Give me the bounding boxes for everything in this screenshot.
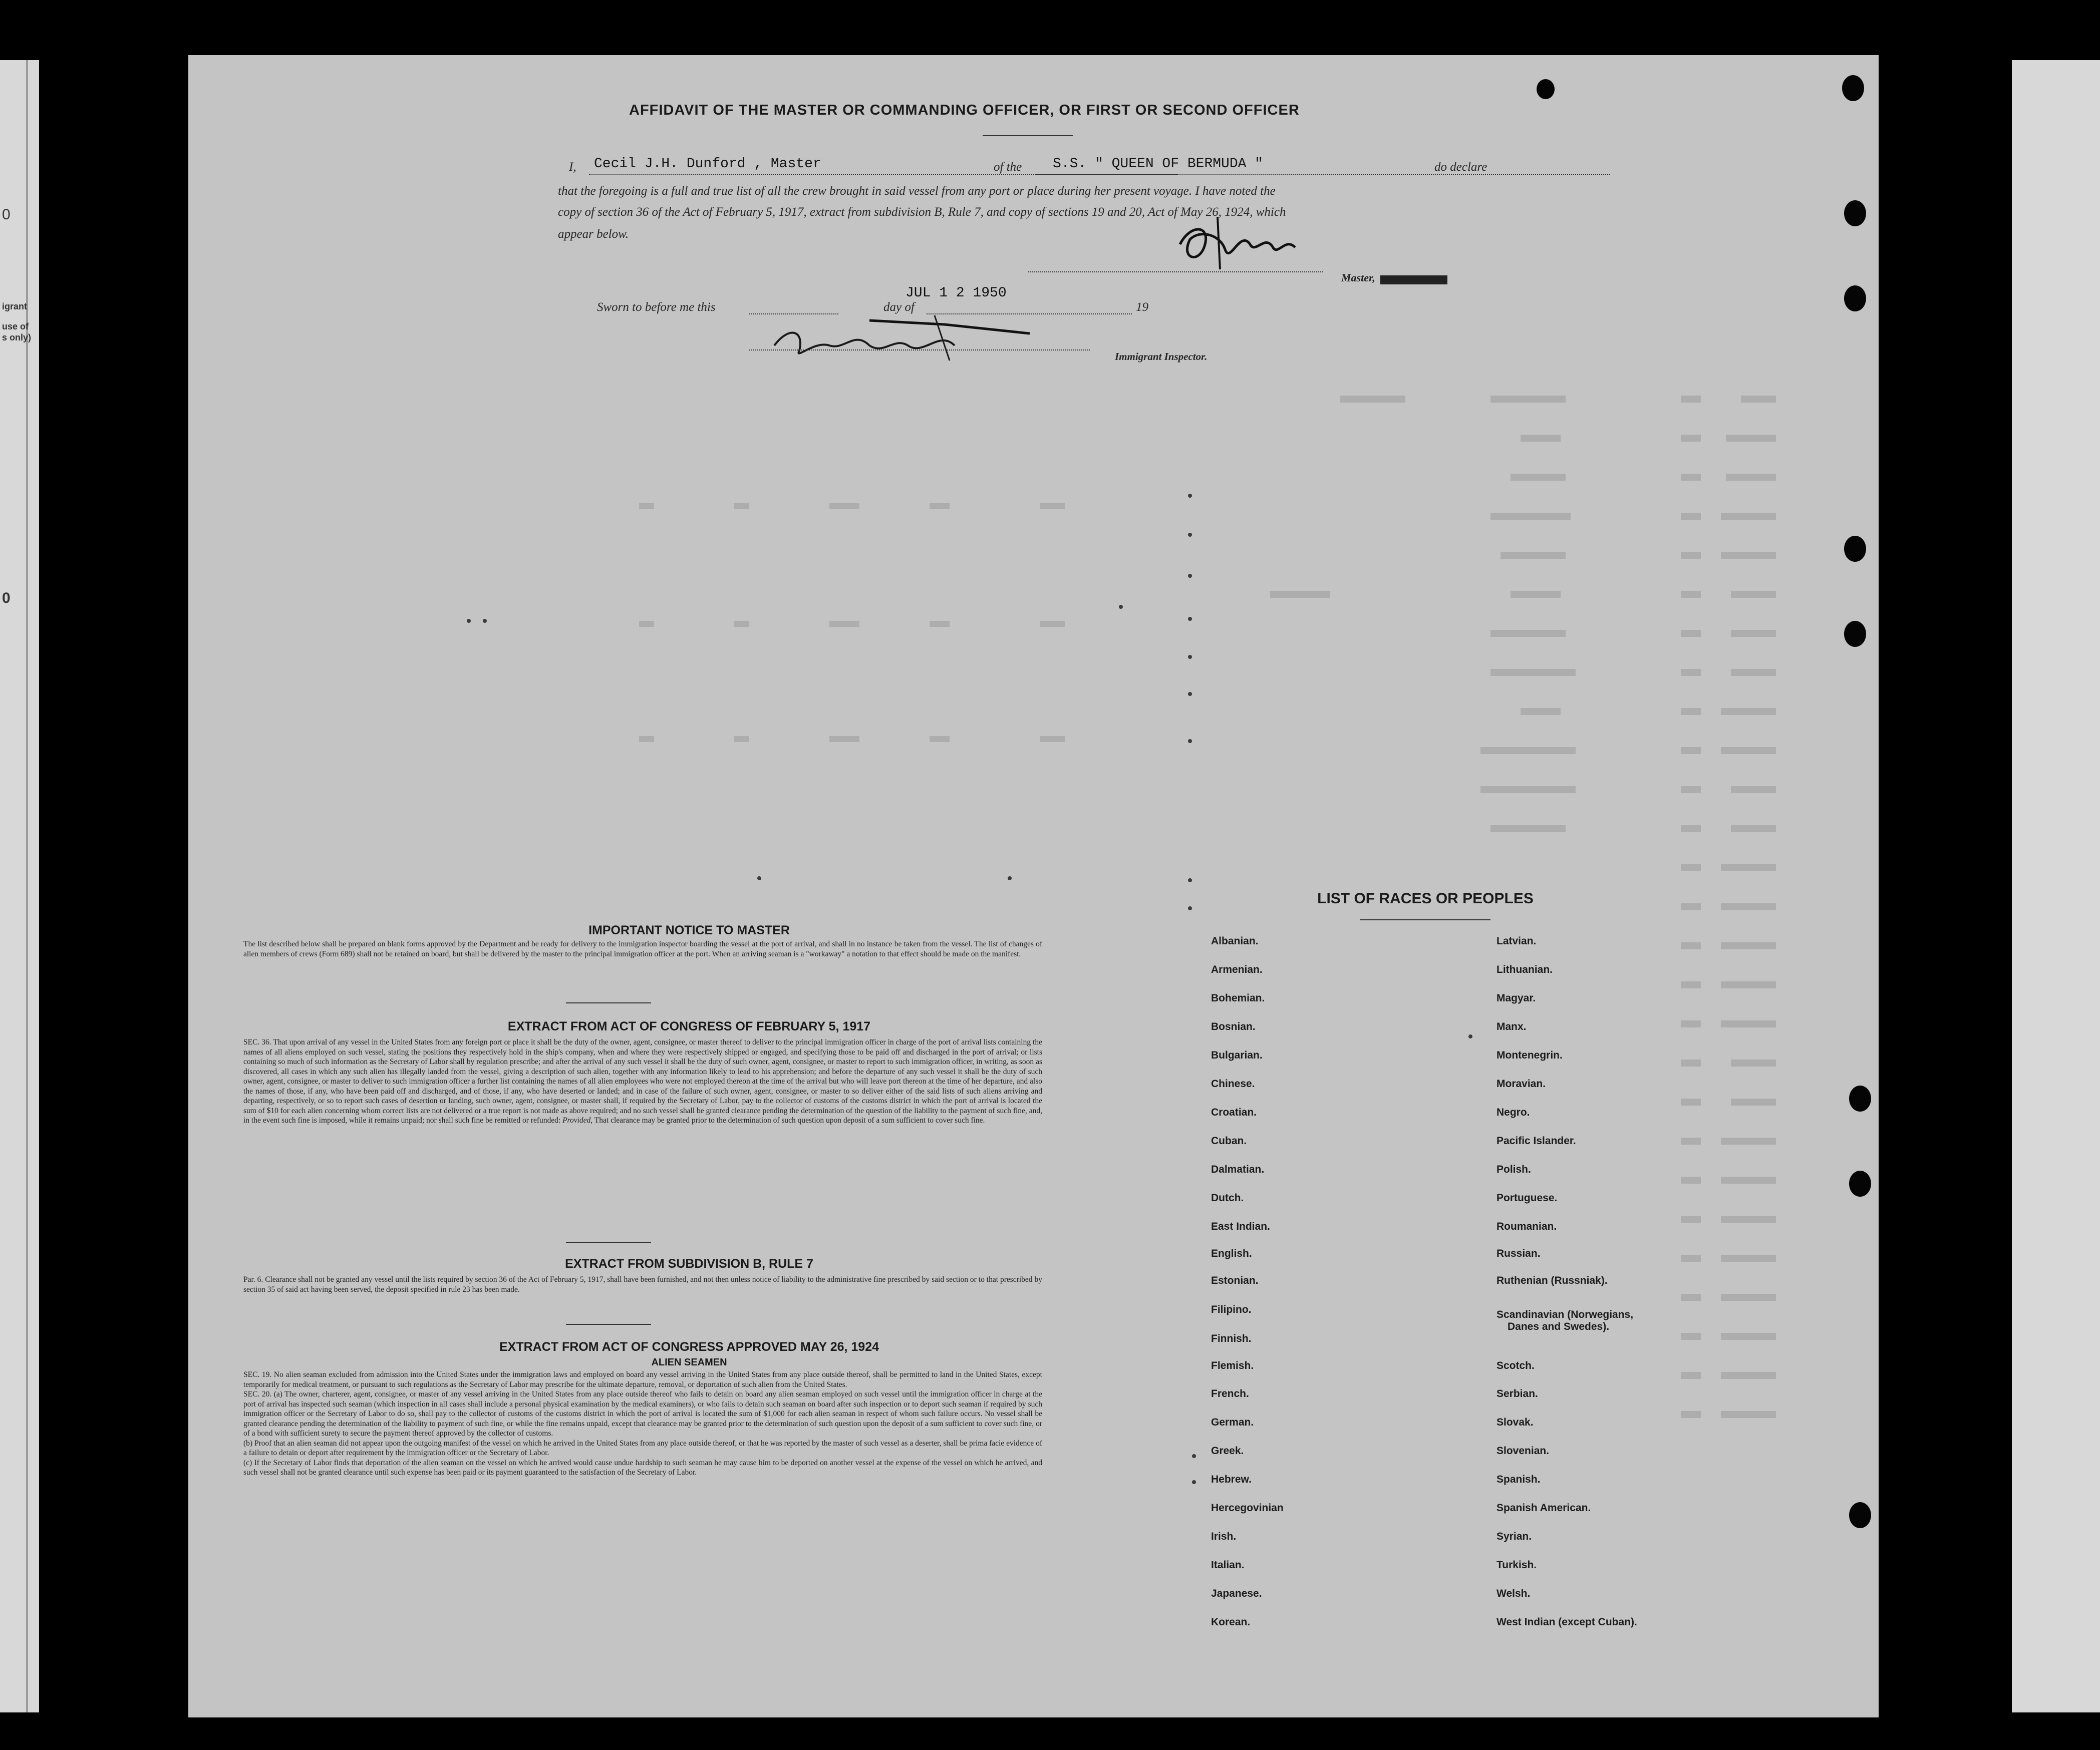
race-item: Montenegrin.: [1496, 1049, 1563, 1061]
left-strip-number: 0: [2, 206, 11, 223]
race-item: Slovak.: [1496, 1417, 1534, 1428]
master-label: Master,: [1341, 271, 1375, 284]
title-rule: [983, 135, 1073, 136]
section-rule: [566, 1324, 651, 1325]
sec-20b-text: (b) Proof that an alien seaman did not appear upon the outgoing manifest of the vessel on which he arrived in the United States from any place outside thereof, or that he was reported by the master of such vessel as a deserter, shall be prima facie evidence of a failure to detain or deport after requirement by the immigration officer or the Secretary of Labor.: [243, 1439, 1042, 1457]
race-item: Bohemian.: [1211, 992, 1265, 1004]
vessel-name: S.S. " QUEEN OF BERMUDA ": [1053, 156, 1264, 172]
race-item: Greek.: [1211, 1445, 1244, 1457]
punch-hole: [1844, 285, 1866, 311]
race-item: French.: [1211, 1388, 1249, 1399]
races-title-rule: [1360, 919, 1490, 920]
race-item: Portuguese.: [1496, 1192, 1558, 1204]
race-item: Moravian.: [1496, 1078, 1546, 1090]
affidavit-pronoun: I,: [569, 160, 576, 174]
signature-line: [1028, 271, 1323, 272]
left-page-edge: [0, 60, 39, 1712]
race-item: Dalmatian.: [1211, 1164, 1265, 1175]
races-title: LIST OF RACES OR PEOPLES: [1317, 890, 1534, 907]
left-strip-text: use of: [2, 321, 29, 331]
race-item: Dutch.: [1211, 1192, 1244, 1204]
declare-label: do declare: [1434, 160, 1487, 174]
extract-rule7-title: EXTRACT FROM SUBDIVISION B, RULE 7: [565, 1257, 813, 1271]
race-item: Korean.: [1211, 1616, 1251, 1628]
race-item: Latvian.: [1496, 935, 1537, 947]
punch-hole: [1537, 79, 1555, 99]
master-signature: [1170, 214, 1320, 274]
sworn-label: Sworn to before me this: [597, 300, 716, 314]
race-item: Russian.: [1496, 1248, 1541, 1259]
sec-20a-text: SEC. 20. (a) The owner, charterer, agent, consignee, or master of any vessel arriving in the United States from any place outside thereof who fails to detain on board any alien seaman employed on such vessel until the immigration officer in charge at the port of arrival has inspected such seaman (which inspection in all cases shall include a personal physical examination by the medical examiners), or who fails to detain such seaman on board after such inspection or to deport such seaman if required by such immigration officer or the Secretary of Labor to do so, shall pay to the collector of customs of the customs district in which the port of arrival is located the sum of $1,000 for each alien seaman in respect of whom such failure occurs. No vessel shall be granted clearance pending the determination of the liability to payment of such fine, or while the fine remains unpaid, except that clearance may be granted prior to the determination of such question upon the deposit of a sum sufficient to cover such fine, or of a bond with sufficient surety to secure the payment thereof approved by the collector of customs.: [243, 1390, 1042, 1438]
race-item: German.: [1211, 1417, 1254, 1428]
extract-1917-title: EXTRACT FROM ACT OF CONGRESS OF FEBRUARY 5, 1917: [507, 1019, 871, 1033]
extract-1917-text: SEC. 36. That upon arrival of any vessel in the United States from any foreign port or place it shall be the duty of the owner, agent, consignee, or master thereof to deliver to the principal immigration officer in charge of the port of arrival lists containing the names of all aliens employed on such vessel, stating the positions they respectively hold in the ship's company, when and where they were respectively shipped or engaged, and specifying those to be paid off and discharged in the port of arrival; or lists containing so much of such information as the Secretary of Labor shall by regulation prescribe; and after the arrival of any such vessel it shall be the duty of such owner, agent, consignee, or master to report to such immigration officer, in writing, as soon as discovered, all cases in which any such alien has illegally landed from the vessel, giving a description of such alien, together with any information likely to lead to his apprehension; and before the departure of any such vessel it shall be the duty of such owner, agent, consignee, or master to deliver to such immigration officer a further list containing the names of all alien employees who were not employed thereon at the time of the arrival but who will leave port thereon at the time of her departure, and also the names of those, if any, who have been paid off and discharged, and of those, if any, who have deserted or landed; and in case of the failure of such owner, agent, consignee, or master to so deliver either of the said lists of such aliens arriving and departing, respectively, or so to report such cases of desertion or landing, such owner, agent, consignee, or master shall, if required by the Secretary of Labor, pay to the collector of customs of the customs district in which the port of arrival is located the sum of $10 for each alien concerning whom correct lists are not delivered or a true report is not made as above required; and no such vessel shall be granted clearance pending the determination of the question of the liability to the payment of such fine, and, in the event such fine is imposed, while it remains unpaid; nor shall such fine be remitted or refunded: Provided, That clearance may be granted prior to the determination of such question upon deposit of a sum sufficient to cover such fine.: [243, 1038, 1042, 1125]
race-item: Danes and Swedes).: [1508, 1321, 1610, 1332]
inspector-signature: [759, 310, 1040, 366]
sec-20c-text: (c) If the Secretary of Labor finds that deportation of the alien seaman on the vessel on which he arrived would cause undue hardship to such seaman he may cause him to be deported on another vessel at the expense of the vessel on which he arrived, and such vessel shall not be granted clearance until such expense has been paid or its payment guaranteed to the satisfaction of the Secretary of Labor.: [243, 1458, 1042, 1477]
race-item: Finnish.: [1211, 1333, 1252, 1344]
struck-out-text: [1380, 275, 1447, 284]
page-title: AFFIDAVIT OF THE MASTER OR COMMANDING OFFICER, OR FIRST OR SECOND OFFICER: [629, 102, 1300, 118]
race-item: Ruthenian (Russniak).: [1496, 1275, 1608, 1286]
race-item: Hebrew.: [1211, 1474, 1252, 1485]
year-label: 19: [1136, 300, 1148, 314]
race-item: Filipino.: [1211, 1304, 1252, 1315]
race-item: Turkish.: [1496, 1559, 1537, 1571]
section-rule: [566, 1242, 651, 1243]
race-item: Italian.: [1211, 1559, 1245, 1571]
race-item: Polish.: [1496, 1164, 1531, 1175]
punch-hole: [1842, 75, 1864, 101]
race-item: Armenian.: [1211, 964, 1263, 975]
manifest-page: [188, 55, 1879, 1717]
race-item: English.: [1211, 1248, 1252, 1259]
left-strip-number: 0: [2, 590, 11, 606]
race-item: Magyar.: [1496, 992, 1536, 1004]
race-item: Hercegovinian: [1211, 1502, 1284, 1514]
race-item: West Indian (except Cuban).: [1496, 1616, 1637, 1628]
race-item: Scandinavian (Norwegians,: [1496, 1309, 1634, 1320]
race-item: Roumanian.: [1496, 1221, 1557, 1232]
race-item: Bosnian.: [1211, 1021, 1256, 1032]
race-item: Japanese.: [1211, 1588, 1262, 1599]
race-item: Flemish.: [1211, 1360, 1254, 1371]
extract-1924-title: EXTRACT FROM ACT OF CONGRESS APPROVED MAY 26, 1924: [499, 1340, 879, 1354]
extract-rule7-text: Par. 6. Clearance shall not be granted any vessel until the lists required by section 36 of the Act of February 5, 1917, shall have been furnished, and not then unless notice of liability to the administrative fine prescribed by said section or to that prescribed by section 35 of said act having been served, the deposit specified in rule 23 has been made.: [243, 1275, 1042, 1294]
vessel-line: [1035, 174, 1610, 175]
race-item: Lithuanian.: [1496, 964, 1553, 975]
master-name: Cecil J.H. Dunford , Master: [594, 156, 821, 172]
race-item: Chinese.: [1211, 1078, 1255, 1090]
race-item: Pacific Islander.: [1496, 1135, 1576, 1147]
race-item: Croatian.: [1211, 1107, 1257, 1118]
extract-1924-body: [243, 1370, 1042, 1478]
punch-hole: [1844, 200, 1866, 226]
affidavit-text: appear below.: [558, 227, 629, 241]
race-item: Welsh.: [1496, 1588, 1531, 1599]
inspector-label: Immigrant Inspector.: [1115, 351, 1208, 363]
right-page-edge: [2012, 60, 2100, 1712]
race-item: Serbian.: [1496, 1388, 1538, 1399]
extract-1924-subtitle: ALIEN SEAMEN: [651, 1357, 727, 1368]
race-item: Estonian.: [1211, 1275, 1259, 1286]
race-item: Irish.: [1211, 1531, 1237, 1542]
notice-text: The list described below shall be prepared on blank forms approved by the Department and be ready for delivery to the immigration inspector boarding the vessel at the port of arrival, and shall in no instance be taken from the vessel. The list of changes of alien members of crews (Form 689) shall not be retained on board, but shall be delivered by the master to the principal immigration officer at the port. When an arriving seaman is a "workaway" a notation to that effect should be made on the manifest.: [243, 940, 1042, 958]
race-item: Albanian.: [1211, 935, 1259, 947]
affidavit-text: that the foregoing is a full and true list of all the crew brought in said vessel from any port or place during her present voyage. I have noted the: [558, 184, 1276, 198]
race-item: Manx.: [1496, 1021, 1527, 1032]
race-item: Cuban.: [1211, 1135, 1247, 1147]
race-item: Bulgarian.: [1211, 1049, 1263, 1061]
day-of-label: day of: [883, 300, 915, 314]
race-item: Spanish.: [1496, 1474, 1541, 1485]
notice-title: IMPORTANT NOTICE TO MASTER: [588, 923, 790, 937]
race-item: Slovenian.: [1496, 1445, 1550, 1457]
race-item: Syrian.: [1496, 1531, 1532, 1542]
of-the-label: of the: [994, 160, 1022, 174]
left-strip-text: igrant: [2, 301, 28, 311]
date-stamp: JUL 1 2 1950: [906, 285, 1007, 301]
section-rule: [566, 1002, 651, 1003]
race-item: Scotch.: [1496, 1360, 1535, 1371]
race-item: East Indian.: [1211, 1221, 1270, 1232]
inspector-line: [749, 349, 1090, 351]
race-item: Negro.: [1496, 1107, 1530, 1118]
left-strip-text: s only): [2, 332, 32, 342]
race-item: Spanish American.: [1496, 1502, 1591, 1514]
sec-19-text: SEC. 19. No alien seaman excluded from admission into the United States under the immigration laws and employed on board any vessel arriving in the United States from any place outside thereof, shall be permitted to land in the United States, except temporarily for medical treatment, or pursuant to such regulations as the Secretary of Labor may prescribe for the ultimate departure, removal, or deportation of such alien from the United States.: [243, 1370, 1042, 1389]
affidavit-text: copy of section 36 of the Act of February 5, 1917, extract from subdivision B, Rule 7, and copy of sections 19 and 20, Act of May 26, 1924, which: [558, 205, 1286, 219]
